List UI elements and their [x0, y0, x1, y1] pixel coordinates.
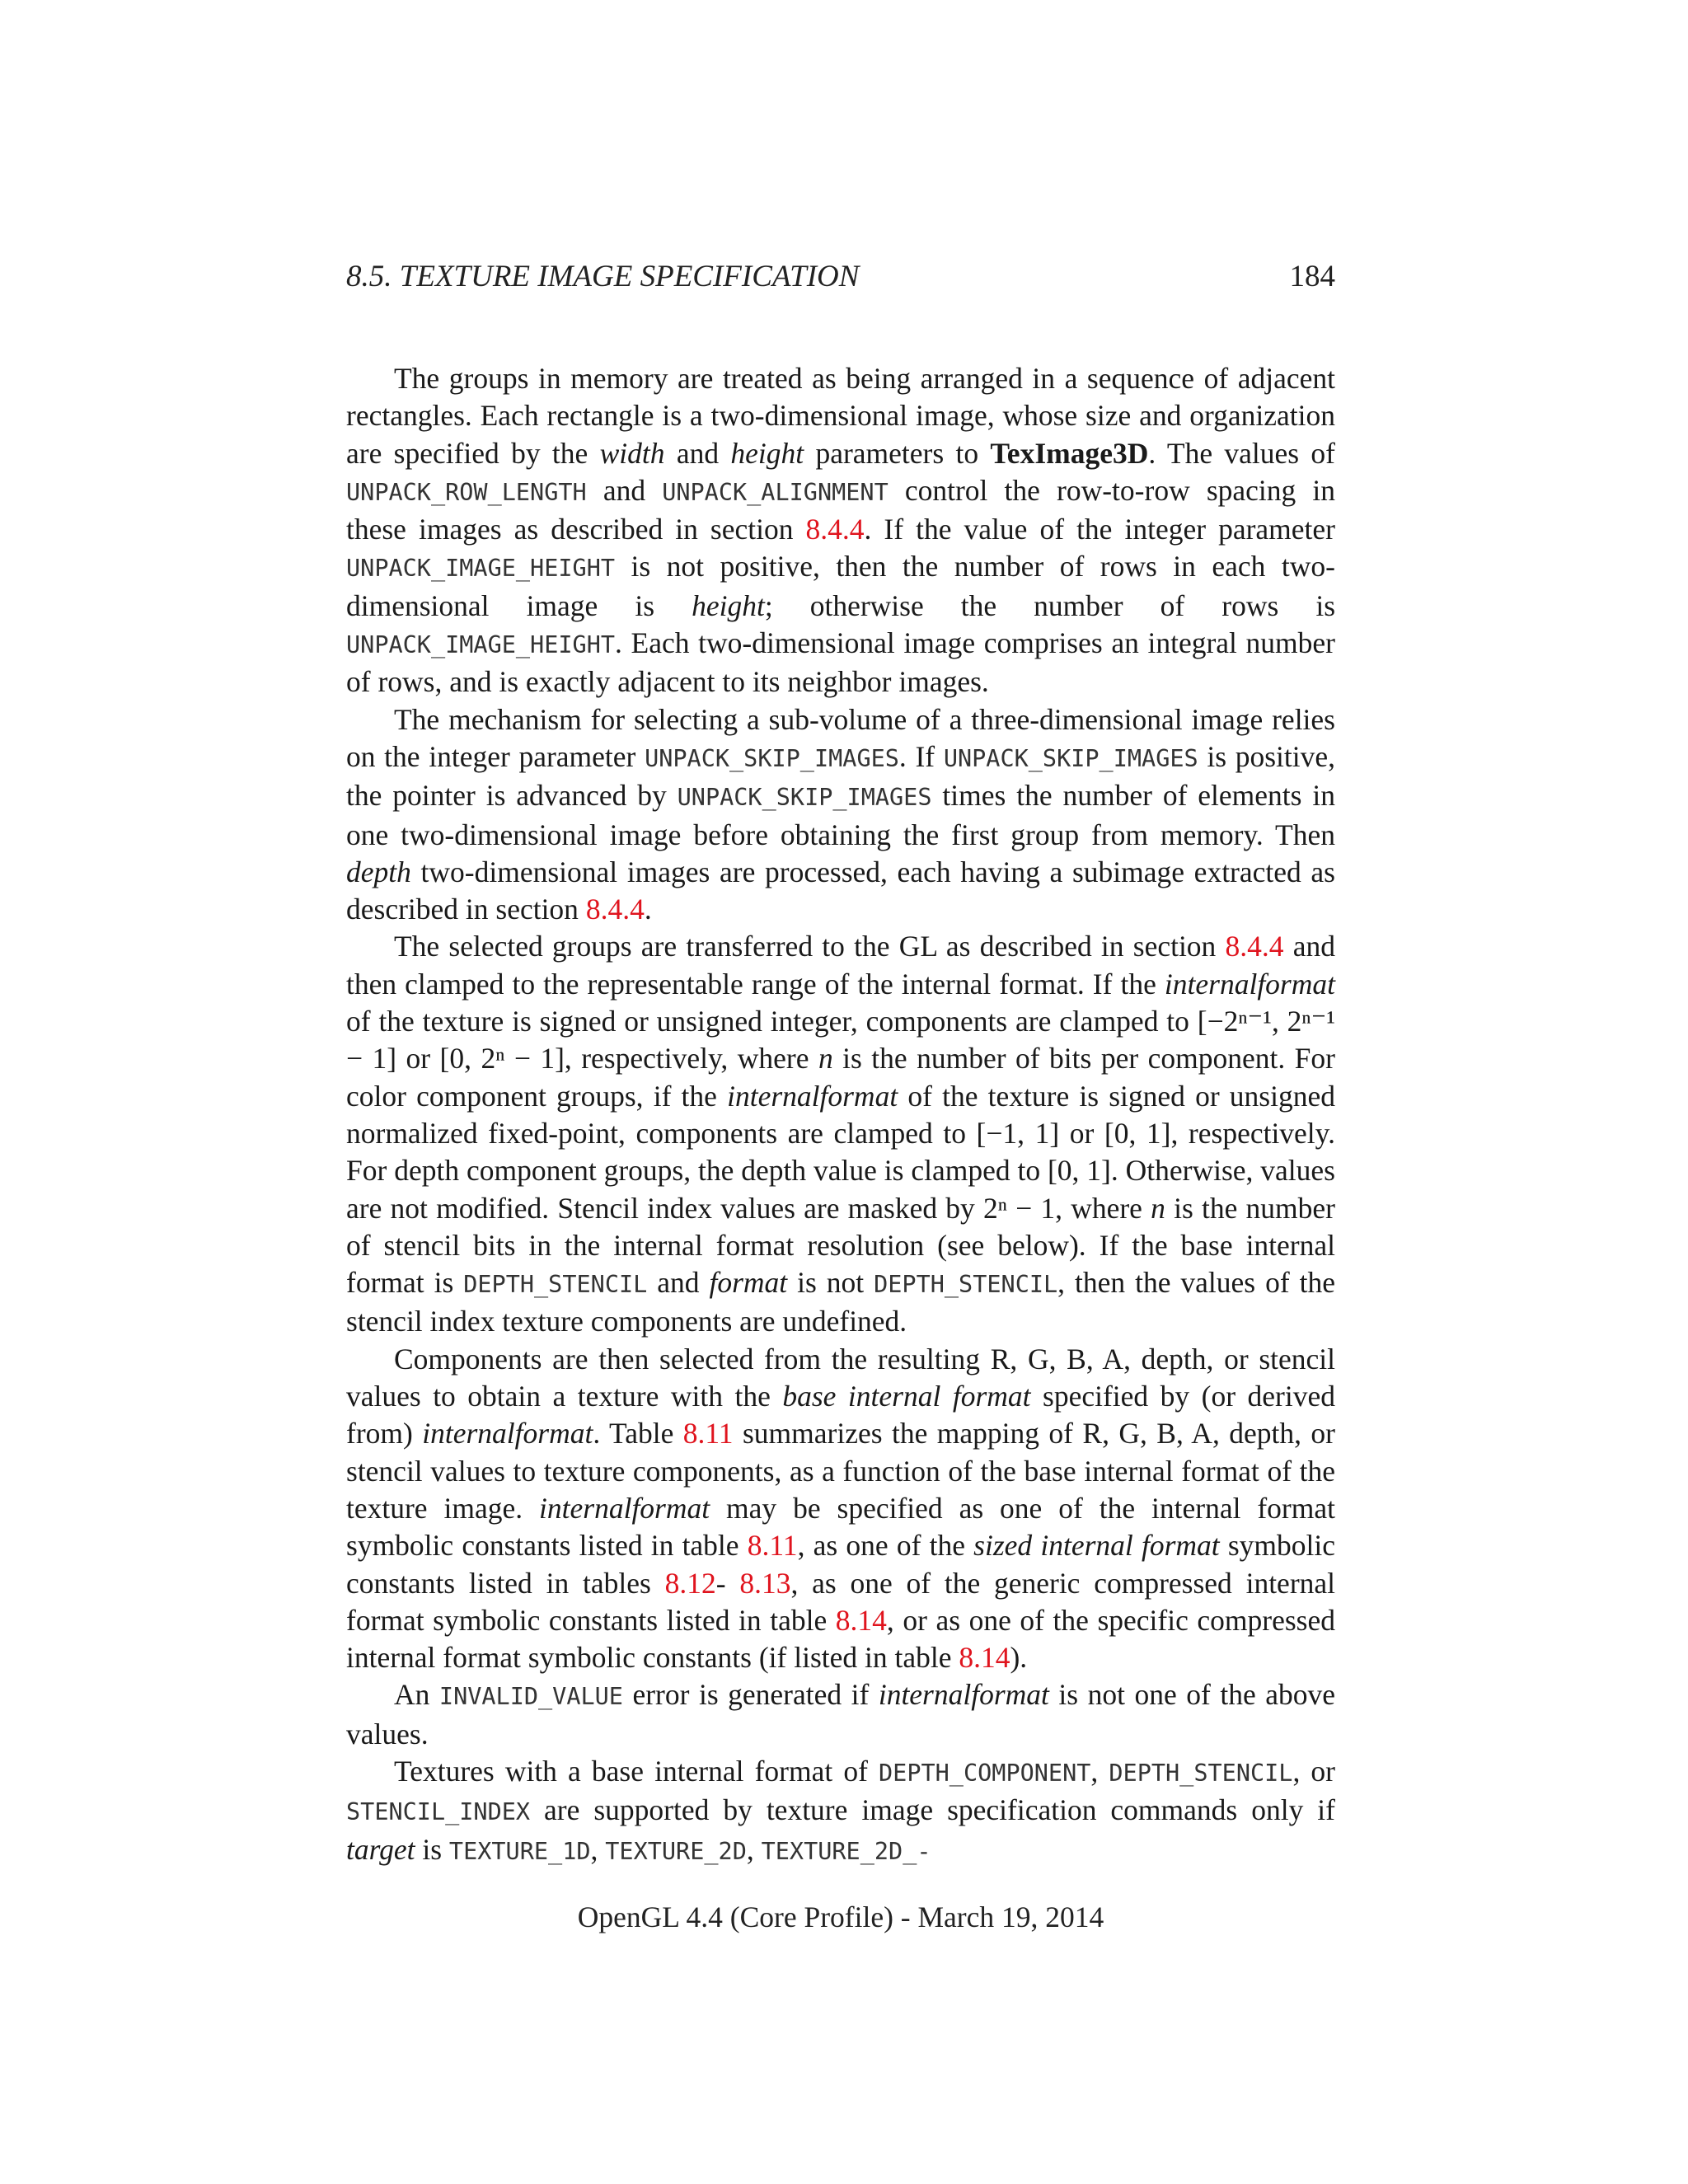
param-internalformat: internalformat	[727, 1079, 898, 1113]
running-header	[346, 259, 1335, 300]
math-n: n	[1151, 1191, 1165, 1225]
param-internalformat: internalformat	[422, 1417, 593, 1451]
text: times the number of elements in one two-dimensional image before obtaining the first group from memory. Then	[346, 779, 1335, 851]
constant: STENCIL_INDEX	[346, 1798, 531, 1826]
constant: DEPTH_STENCIL	[463, 1271, 648, 1299]
text: summarizes the mapping of R, G, B, A, depth, or stencil values to texture components, as a function of the base internal format of the texture image.	[346, 1417, 1335, 1525]
constant: UNPACK_IMAGE_HEIGHT	[346, 631, 616, 659]
constant: UNPACK_SKIP_IMAGES	[677, 784, 932, 812]
constant: UNPACK_SKIP_IMAGES	[645, 744, 899, 772]
text: and	[647, 1266, 710, 1300]
text: . If the value of the integer parameter	[864, 513, 1335, 546]
text: is not positive, then the number of rows in each two-dimensional image is	[346, 550, 1335, 622]
constant: TEXTURE_2D_-	[761, 1837, 931, 1865]
text: is not one of the above values.	[346, 1678, 1335, 1750]
text: and	[586, 473, 663, 507]
section-link[interactable]: 8.4.4	[585, 893, 645, 926]
constant: UNPACK_ALIGNMENT	[662, 478, 889, 506]
param-target: target	[346, 1832, 415, 1866]
param-internalformat: internalformat	[878, 1678, 1049, 1712]
text: specified by (or derived from)	[346, 1380, 1335, 1451]
term-base-internal-format: base internal format	[782, 1380, 1031, 1413]
text: ,	[1090, 1754, 1109, 1788]
constant: UNPACK_SKIP_IMAGES	[943, 744, 1198, 772]
paragraph-2	[346, 701, 1335, 929]
text: of the texture is signed or unsigned integer, components are clamped to [−2ⁿ⁻¹, 2ⁿ⁻¹ − 1] or [0, 2ⁿ − 1], respectively, where	[346, 1005, 1335, 1076]
constant: UNPACK_ROW_LENGTH	[346, 478, 587, 506]
text: error is generated if	[622, 1678, 879, 1712]
text: ).	[1010, 1641, 1028, 1675]
text: of the texture is signed or unsigned normalized fixed-point, components are clamped to [−1, 1] or [0, 1], respectively. For depth component groups, the depth value is clamped to [0, 1]. Otherwise, values are not modified. Stencil index values are masked by 2ⁿ − 1, where	[346, 1079, 1335, 1225]
text: An	[394, 1678, 439, 1712]
constant: TEXTURE_2D	[605, 1837, 747, 1865]
math-n: n	[818, 1042, 833, 1076]
param-format: format	[709, 1266, 788, 1300]
text: and	[664, 436, 731, 470]
running-footer: OpenGL 4.4 (Core Profile) - March 19, 2014	[577, 1900, 1104, 1933]
text: is the number of bits per component. For color component groups, if the	[346, 1042, 1335, 1113]
text: symbolic constants listed in tables	[346, 1529, 1336, 1600]
text: ,	[746, 1832, 762, 1866]
text: -	[715, 1566, 740, 1600]
text: Components are then selected from the resulting R, G, B, A, depth, or stencil values to obtain a texture with the	[346, 1342, 1335, 1413]
paragraph-4	[346, 1341, 1335, 1677]
text: is	[415, 1832, 449, 1866]
constant: INVALID_VALUE	[438, 1683, 623, 1711]
text: ,	[590, 1832, 606, 1866]
paragraph-6	[346, 1753, 1335, 1870]
text: The groups in memory are treated as being arranged in a sequence of adjacent rectangles. Each rectangle is a two-dimensional image, whose size and organization are specified by the	[346, 362, 1335, 470]
text: control the row-to-row spacing in these images as described in section	[346, 473, 1335, 546]
text: Textures with a base internal format of	[394, 1754, 879, 1788]
text: .	[644, 893, 652, 926]
text: , or	[1292, 1754, 1336, 1788]
constant: TEXTURE_1D	[448, 1837, 591, 1865]
constant: DEPTH_STENCIL	[874, 1271, 1058, 1299]
paragraph-5	[346, 1676, 1335, 1753]
text: . If	[898, 739, 944, 773]
section-title: 8.5. TEXTURE IMAGE SPECIFICATION	[346, 260, 860, 293]
table-link[interactable]: 8.12	[664, 1566, 716, 1600]
text: are supported by texture image specification commands only if	[530, 1793, 1335, 1827]
text: and then clamped to the representable range of the internal format. If the	[346, 930, 1335, 1001]
param-height: height	[692, 588, 765, 622]
text: . Table	[593, 1417, 683, 1451]
constant: DEPTH_STENCIL	[1109, 1759, 1293, 1787]
param-depth: depth	[346, 855, 411, 888]
text: . The values of	[1148, 436, 1335, 470]
param-width: width	[599, 436, 665, 470]
param-internalformat: internalformat	[1164, 967, 1335, 1001]
table-link[interactable]: 8.14	[959, 1641, 1010, 1675]
page-number: 184	[1289, 260, 1335, 293]
function-name: TexImage3D	[990, 436, 1149, 470]
text: The selected groups are transferred to the GL as described in section	[394, 930, 1226, 963]
text: is the number of stencil bits in the internal format resolution (see below). If the base internal format is	[346, 1191, 1335, 1300]
text: parameters to	[804, 436, 991, 470]
paragraph-1	[346, 360, 1335, 701]
text: ; otherwise the number of rows is	[764, 588, 1336, 622]
text: , as one of the generic compressed internal format symbolic constants listed in table	[346, 1566, 1336, 1637]
section-link[interactable]: 8.4.4	[1225, 930, 1284, 963]
table-link[interactable]: 8.13	[739, 1566, 791, 1600]
term-sized-internal-format: sized internal format	[973, 1529, 1220, 1563]
text: . Each two-dimensional image comprises an integral number of rows, and is exactly adjacent to its neighbor images.	[346, 626, 1335, 699]
text: two-dimensional images are processed, each having a subimage extracted as described in section	[346, 855, 1335, 926]
param-height: height	[730, 436, 804, 470]
section-link[interactable]: 8.4.4	[805, 513, 865, 546]
text: , then the values of the stencil index texture components are undefined.	[346, 1266, 1335, 1338]
text: may be specified as one of the internal format symbolic constants listed in table	[346, 1491, 1335, 1563]
paragraph-3	[346, 928, 1335, 1340]
body-text	[346, 360, 1335, 1870]
text: is not	[787, 1266, 874, 1300]
table-link[interactable]: 8.11	[747, 1529, 798, 1563]
table-link[interactable]: 8.11	[682, 1417, 734, 1451]
table-link[interactable]: 8.14	[835, 1603, 887, 1637]
text: , or as one of the specific compressed internal format symbolic constants (if listed in table	[346, 1603, 1336, 1675]
constant: UNPACK_IMAGE_HEIGHT	[346, 555, 616, 583]
param-internalformat: internalformat	[539, 1491, 710, 1525]
text: The mechanism for selecting a sub-volume of a three-dimensional image relies on the integer parameter	[346, 702, 1335, 773]
text: is positive, the pointer is advanced by	[346, 739, 1335, 813]
text: , as one of the	[797, 1529, 974, 1563]
constant: DEPTH_COMPONENT	[879, 1759, 1091, 1787]
